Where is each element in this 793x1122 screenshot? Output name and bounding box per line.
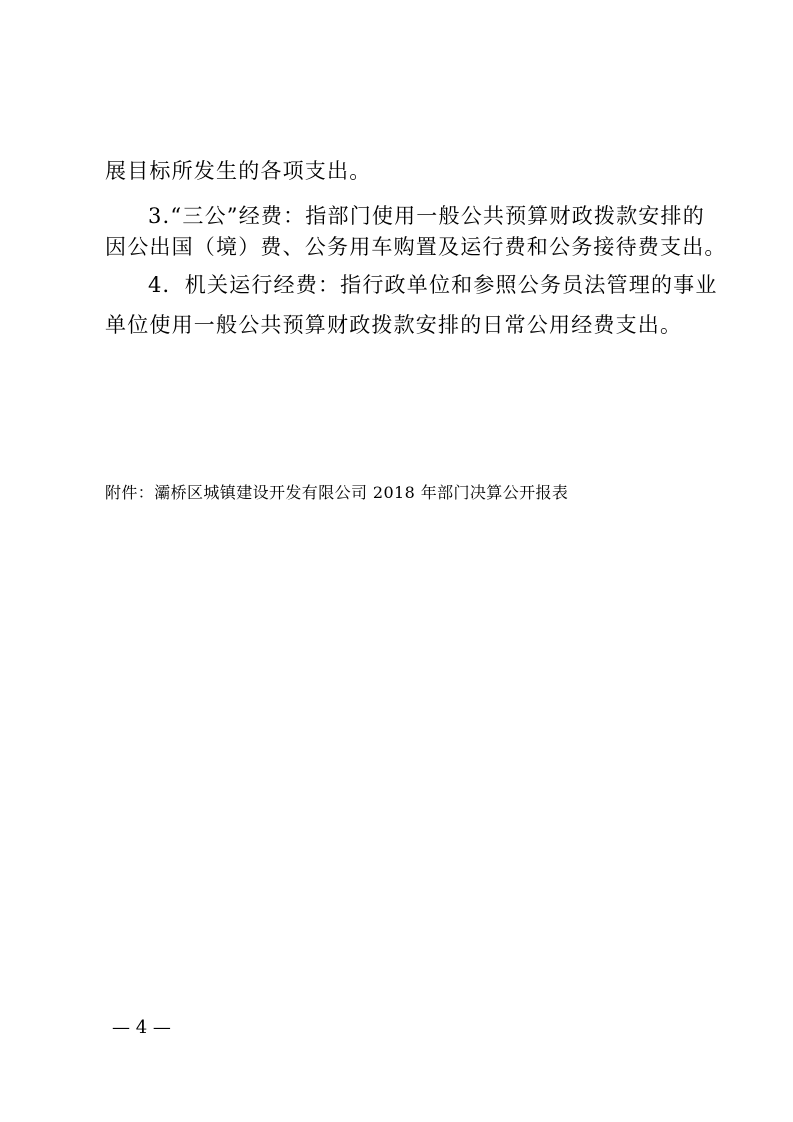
paragraph-line: 因公出国（境）费、公务用车购置及运行费和公务接待费支出。 xyxy=(105,235,727,259)
paragraph-line: 4．机关运行经费：指行政单位和参照公务员法管理的事业 xyxy=(148,273,718,297)
paragraph-line: 展目标所发生的各项支出。 xyxy=(105,159,372,183)
paragraph-line: 3.“三公”经费：指部门使用一般公共预算财政拨款安排的 xyxy=(148,204,705,228)
page-number: — 4 — xyxy=(112,1017,171,1038)
paragraph-line: 单位使用一般公共预算财政拨款安排的日常公用经费支出。 xyxy=(105,313,683,337)
attachment-note: 附件：灞桥区城镇建设开发有限公司 2018 年部门决算公开报表 xyxy=(105,483,569,502)
